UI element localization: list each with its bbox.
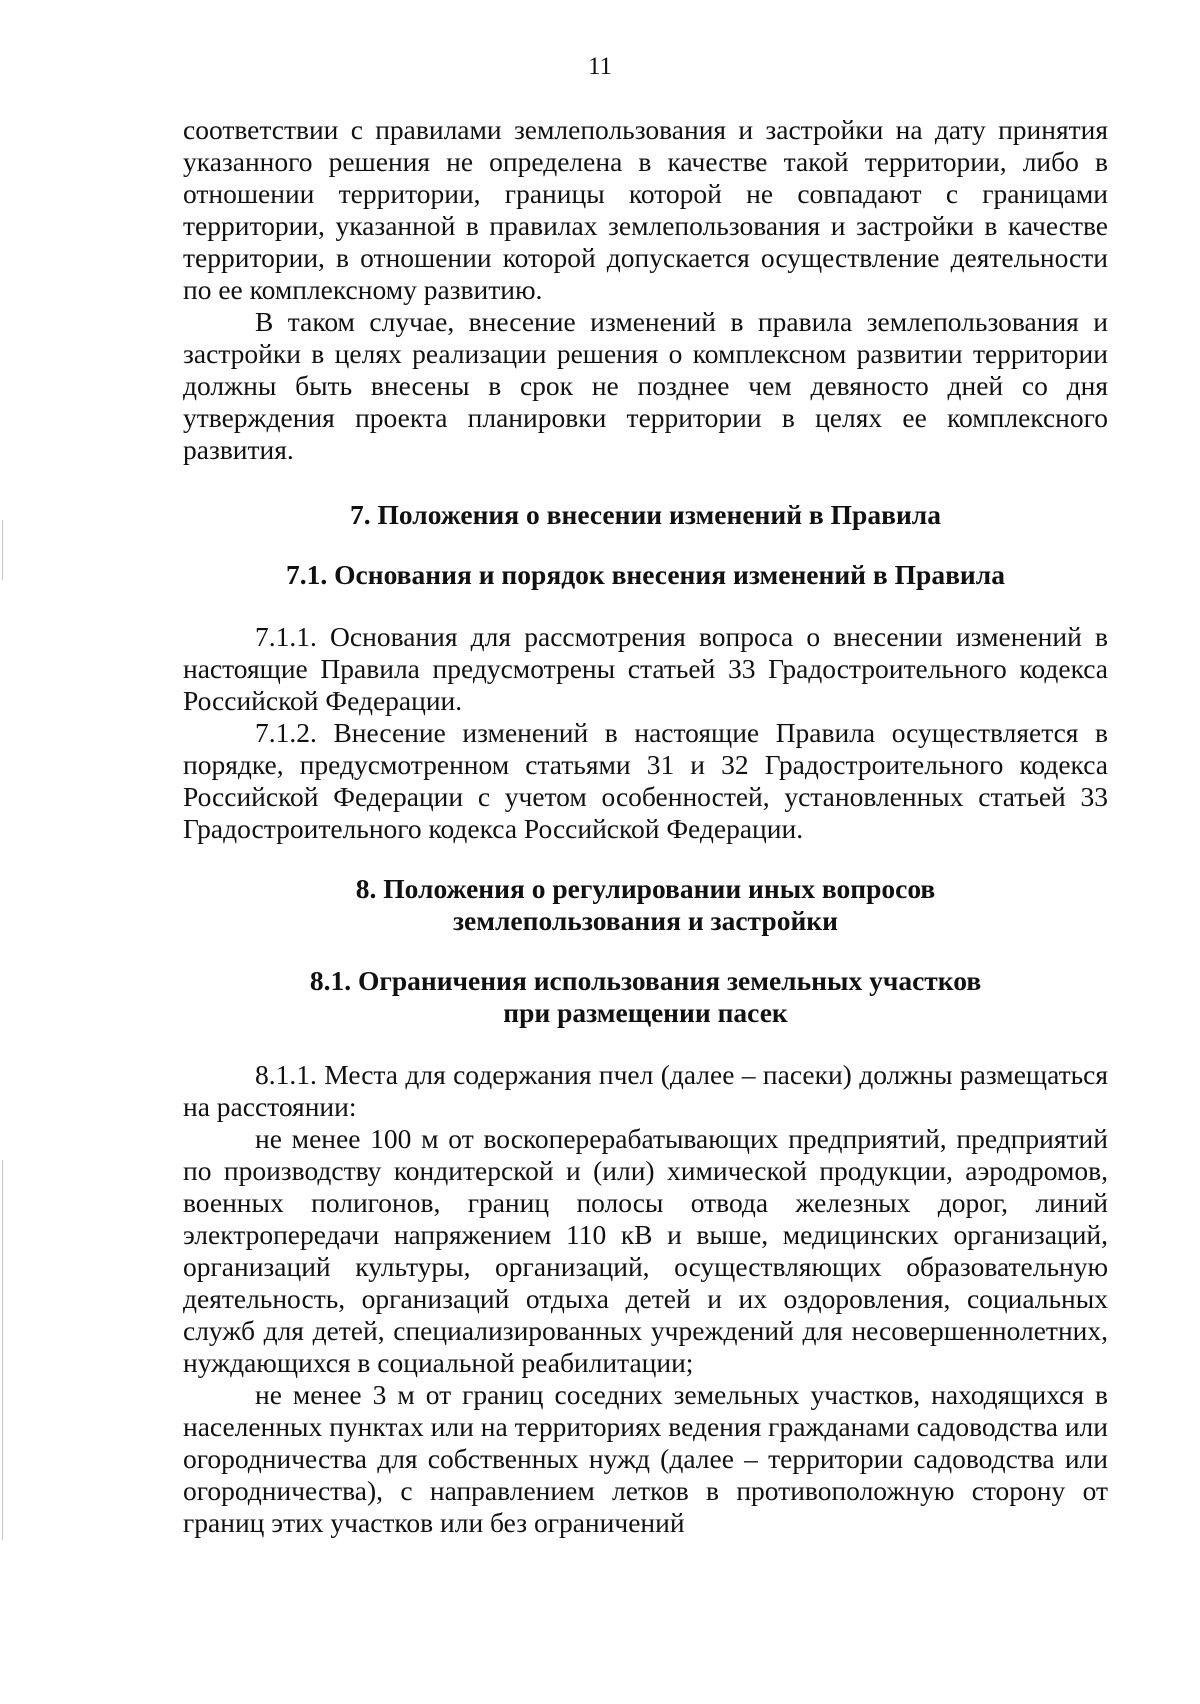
- section-8-1-title-line-1: 8.1. Ограничения использования земельных участков: [309, 965, 982, 996]
- section-7-title: 7. Положения о внесении изменений в Правила: [350, 499, 941, 530]
- document-body: [183, 114, 1108, 1539]
- paragraph-distance-100m: не менее 100 м от воскоперерабатывающих предприятий, предприятий по производству кондитерской и (или) химической продукции, аэродромов, военных полигонов, границ полосы отвода железных дорог, линий электропередачи напряжением 110 кВ и выше, медицинских организаций, организаций культуры, организаций, осуществляющих образовательную деятельность, организаций отдыха детей и их оздоровления, социальных служб для детей, специализированных учреждений для несовершеннолетних, нуждающихся в социальной реабилитации;: [183, 1123, 1108, 1378]
- section-8-title-line-1: 8. Положения о регулировании иных вопросов: [355, 873, 936, 904]
- section-8-title: [183, 873, 1108, 937]
- paragraph: В таком случае, внесение изменений в правила землепользования и застройки в целях реализации решения о комплексном развитии территории должны быть внесены в срок не позднее чем девяносто дней со дня утверждения проекта планировки территории в целях ее комплексного развития.: [183, 306, 1108, 465]
- paragraph-7-1-2: 7.1.2. Внесение изменений в настоящие Правила осуществляется в порядке, предусмотренном статьями 31 и 32 Градостроительного кодекса Российской Федерации с учетом особенностей, установленных статьей 33 Градостроительного кодекса Российской Федерации.: [183, 717, 1108, 844]
- paragraph-continuation: соответствии с правилами землепользования и застройки на дату принятия указанного решения не определена в качестве такой территории, либо в отношении территории, границы которой не совпадают с границами территории, указанной в правилах землепользования и застройки в качестве территории, в отношении которой допускается осуществление деятельности по ее комплексному развитию.: [183, 114, 1108, 305]
- scan-edge-mark: [2, 1160, 3, 1540]
- page-number: 11: [587, 53, 613, 80]
- section-8-1-title: [183, 965, 1108, 1029]
- paragraph-8-1-1: 8.1.1. Места для содержания пчел (далее – пасеки) должны размещаться на расстоянии:: [183, 1059, 1108, 1122]
- section-7-1-title: 7.1. Основания и порядок внесения изменений в Правила: [286, 559, 1005, 590]
- scan-edge-mark: [2, 520, 3, 580]
- section-8-1-title-line-2: при размещении пасек: [503, 997, 788, 1028]
- paragraph-7-1-1: 7.1.1. Основания для рассмотрения вопроса о внесении изменений в настоящие Правила предусмотрены статьей 33 Градостроительного кодекса Российской Федерации.: [183, 621, 1108, 716]
- paragraph-distance-3m: не менее 3 м от границ соседних земельных участков, находящихся в населенных пунктах или на территориях ведения гражданами садоводства или огородничества для собственных нужд (далее – территории садоводства или огородничества), с направлением летков в противоположную сторону от границ этих участков или без ограничений: [183, 1379, 1108, 1538]
- section-8-title-line-2: землепользования и застройки: [453, 905, 838, 936]
